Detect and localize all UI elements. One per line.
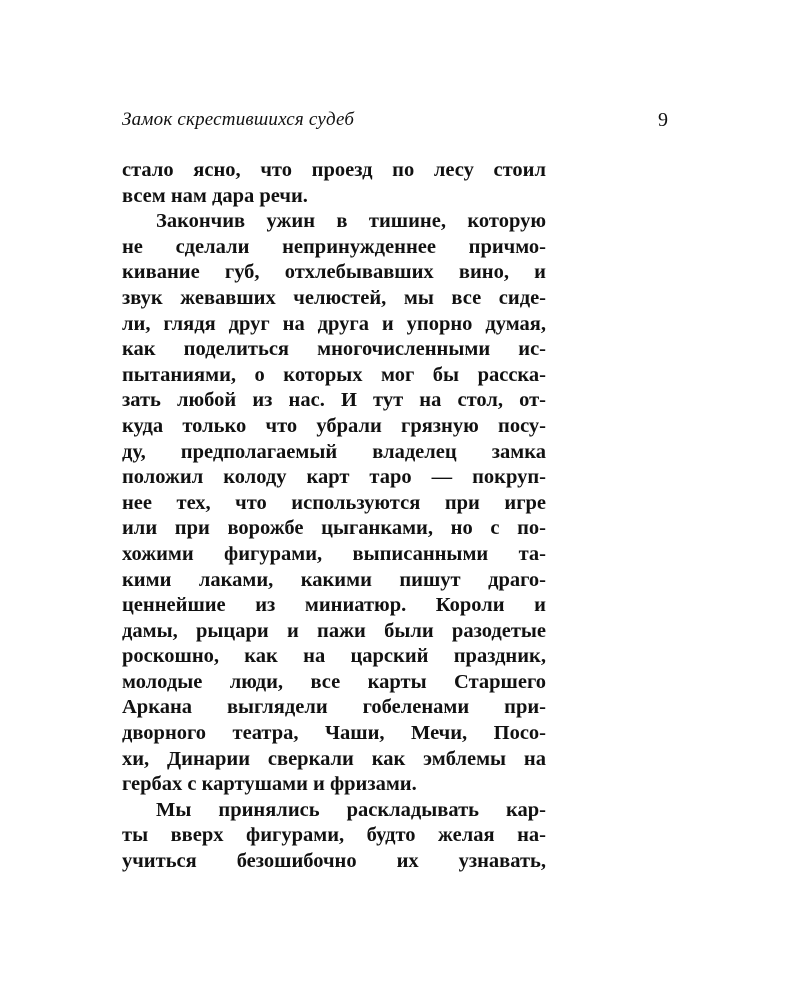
text-line: или при ворожбе цыганками, но с по- (122, 517, 546, 540)
text-line: роскошно, как на царский праздник, (122, 645, 546, 668)
running-head (122, 108, 668, 134)
text-line: ценнейшие из миниатюр. Короли и (122, 594, 546, 617)
text-line: всем нам дара речи. (122, 184, 308, 207)
text-line: хи, Динарии сверкали как эмблемы на (122, 747, 546, 770)
text-line: Аркана выглядели гобеленами при- (122, 696, 546, 719)
text-line: молодые люди, все карты Старшего (122, 670, 546, 693)
text-line: ты вверх фигурами, будто желая на- (122, 824, 546, 847)
running-title: Замок скрестившихся судеб (122, 109, 355, 130)
text-line: положил колоду карт таро — покруп- (122, 466, 546, 489)
text-line: дворного театра, Чаши, Мечи, Посо- (122, 722, 546, 745)
text-line: дамы, рыцари и пажи были разодетые (122, 619, 546, 642)
text-line: звук жевавших челюстей, мы все сиде- (122, 286, 546, 309)
page-number: 9 (658, 109, 668, 131)
text-line: нее тех, что используются при игре (122, 491, 546, 514)
text-line: зать любой из нас. И тут на стол, от- (122, 389, 546, 412)
text-line: ли, глядя друг на друга и упорно думая, (122, 312, 546, 335)
text-line: стало ясно, что проезд по лесу стоил (122, 159, 546, 181)
body-text (122, 158, 546, 875)
paragraph-start-line: Закончив ужин в тишине, которую (156, 210, 546, 233)
text-line: хожими фигурами, выписанными та- (122, 542, 546, 565)
text-line: кими лаками, какими пишут драго- (122, 568, 546, 591)
text-line: гербах с картушами и фризами. (122, 773, 417, 796)
text-line: ду, предполагаемый владелец замка (122, 440, 546, 463)
text-line: пытаниями, о которых мог бы расска- (122, 363, 546, 386)
text-line: учиться безошибочно их узнавать, (122, 850, 546, 873)
paragraph-start-line: Мы принялись раскладывать кар- (156, 798, 546, 821)
text-line: не сделали непринужденнее причмо- (122, 235, 546, 258)
text-line: куда только что убрали грязную посу- (122, 414, 546, 437)
text-line: кивание губ, отхлебывавших вино, и (122, 261, 546, 284)
text-line: как поделиться многочисленными ис- (122, 338, 546, 361)
